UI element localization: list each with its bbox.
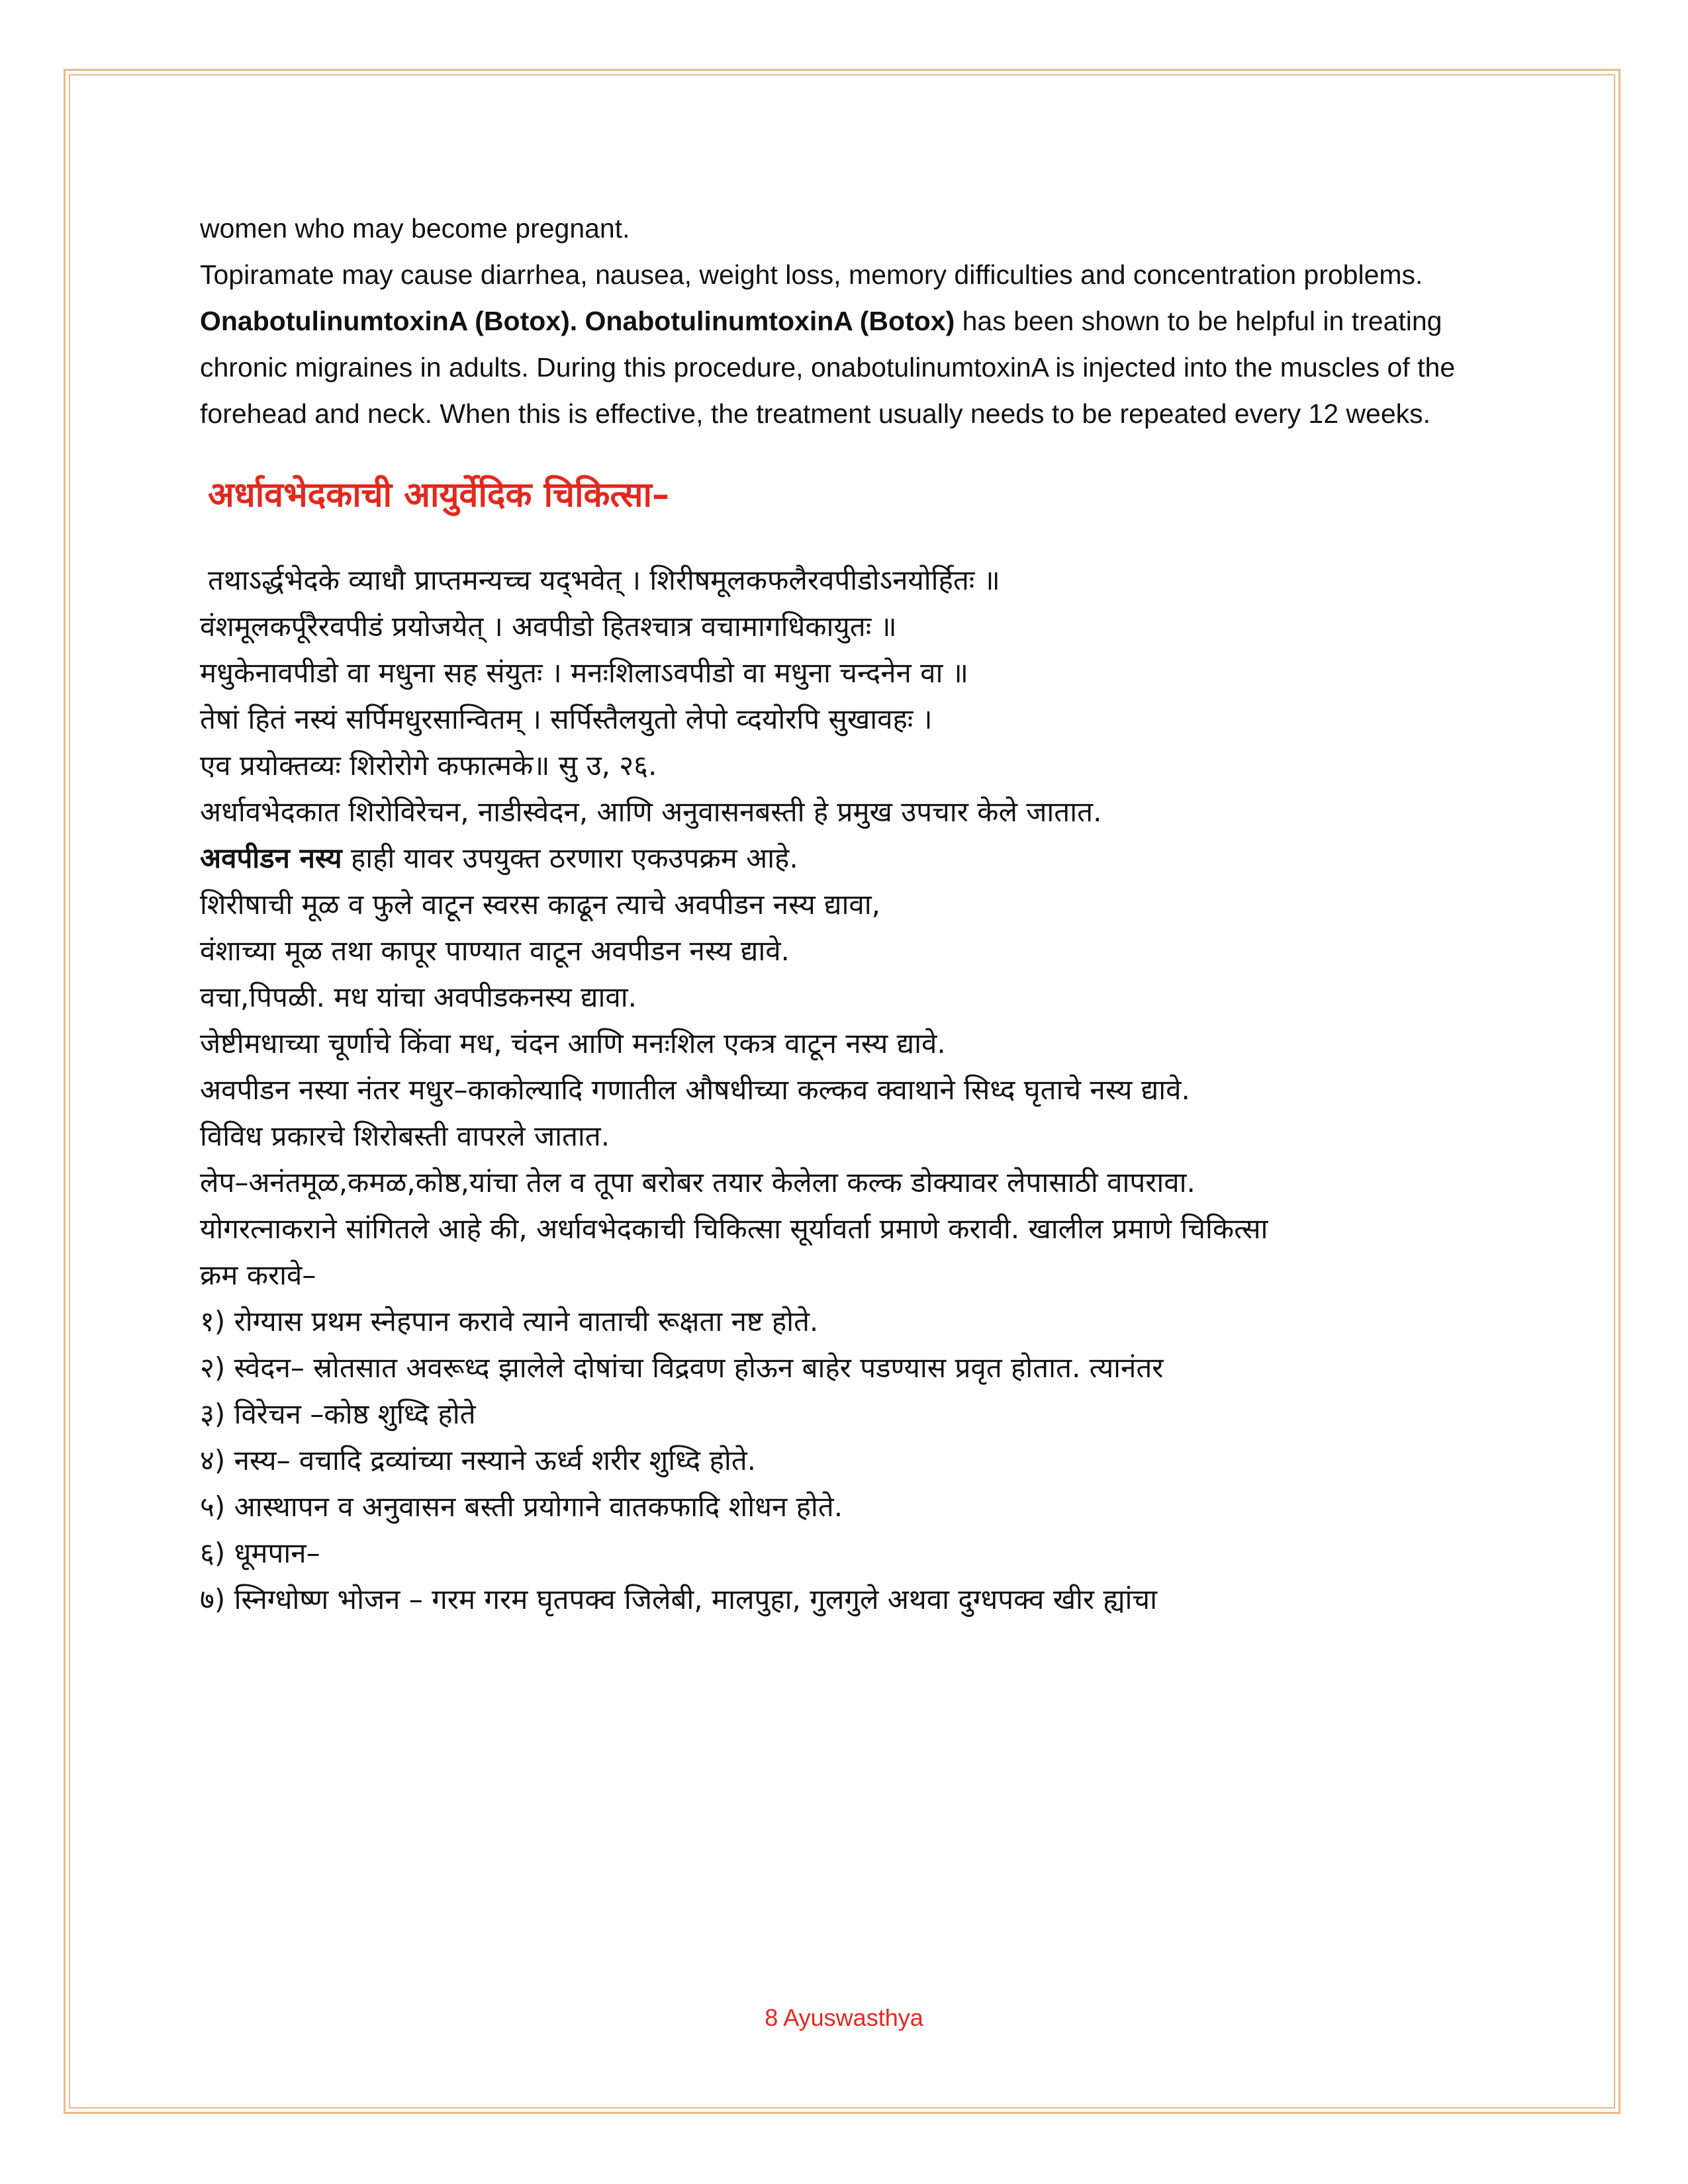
text-line-11: जेष्टीमधाच्या चूर्णाचे किंवा मध, चंदन आणि मनःशिल एकत्र वाटून नस्य द्यावे. <box>200 1027 946 1060</box>
english-botox-paragraph <box>200 298 1517 437</box>
verse-line-1: तथाऽर्द्धभेदके व्याधौ प्राप्तमन्यच्च यद्‌भवेत् । शिरीषमूलकफलैरवपीडोऽनयोर्हितः ॥ <box>208 564 1000 596</box>
page-footer: 8 Ayuswasthya <box>765 2004 923 2031</box>
avapidan-nasya-bold: अवपीडन नस्य <box>200 842 342 874</box>
page-content <box>200 205 1517 1623</box>
botox-text: has been shown to be helpful in treating chronic migraines in adults. During this procedure, onabotulinumtoxinA is injected into the muscles of the forehead and neck. When this is effective, the treatment usually needs to be repeated every 12 weeks. <box>200 306 1456 429</box>
verse-line-4: तेषां हितं नस्यं सर्पिमधुरसान्वितम् । सर्पिस्तैलयुतो लेपो व्दयोरपि सुखावहः । <box>200 703 933 735</box>
text-line-14: लेप–अनंतमूळ,कमळ,कोष्ठ,यांचा तेल व तूपा बरोबर तयार केलेला कल्क डोक्यावर लेपासाठी वापरावा. <box>200 1166 1196 1199</box>
verse-line-3: मधुकेनावपीडो वा मधुना सह संयुतः । मनःशिलाऽवपीडो वा मधुना चन्दनेन वा ॥ <box>200 657 968 689</box>
list-item-5: ५) आस्थापन व अनुवासन बस्ती प्रयोगाने वातकफादि शोधन होते. <box>200 1490 843 1523</box>
text-line-6: अर्धावभेदकात शिरोविरेचन, नाडीस्वेदन, आणि अनुवासनबस्ती हे प्रमुख उपचार केले जातात. <box>200 796 1102 828</box>
text-line-9: वंशाच्या मूळ तथा कापूर पाण्यात वाटून अवपीडन नस्य द्यावे. <box>200 934 790 967</box>
text-line-15: योगरत्नाकराने सांगितले आहे की, अर्धावभेदकाची चिकित्सा सूर्यावर्ता प्रमाणे करावी. खालील प्रमाणे चिकित्सा <box>200 1212 1268 1245</box>
english-line-2: Topiramate may cause diarrhea, nausea, weight loss, memory difficulties and concentration problems. <box>200 259 1423 290</box>
text-line-16: क्रम करावे– <box>200 1259 316 1291</box>
verse-line-5: एव प्रयोक्तव्यः शिरोरोगे कफात्मके॥ सु उ, २६. <box>200 749 657 782</box>
list-item-3: ३) विरेचन –कोष्ठ शुध्दि होते <box>200 1398 476 1430</box>
list-item-7: ७) स्निग्धोष्ण भोजन – गरम गरम घृतपक्व जिलेबी, मालपुहा, गुलगुले अथवा दुग्धपक्व खीर ह्यांचा <box>200 1583 1157 1615</box>
text-line-10: वचा,पिपळी. मध यांचा अवपीडकनस्य द्यावा. <box>200 981 637 1013</box>
botox-bold-text: OnabotulinumtoxinA (Botox). OnabotulinumtoxinA (Botox) <box>200 306 955 336</box>
section-heading: अर्धावभेदकाची आयुर्वेदिक चिकित्सा– <box>208 475 669 515</box>
verse-line-2: वंशमूलकर्पूरैरवपीडं प्रयोजयेत् । अवपीडो हितश्चात्र वचामागधिकायुतः ॥ <box>200 610 897 643</box>
text-line-13: विविध प्रकारचे शिरोबस्ती वापरले जातात. <box>200 1120 610 1152</box>
list-item-1: १) रोग्यास प्रथम स्नेहपान करावे त्याने वाताची रूक्षता नष्ट होते. <box>200 1305 819 1338</box>
list-item-4: ४) नस्य– वचादि द्रव्यांच्या नस्याने ऊर्ध्व शरीर शुध्दि होते. <box>200 1444 756 1477</box>
text-line-8: शिरीषाची मूळ व फुले वाटून स्वरस काढून त्याचे अवपीडन नस्य द्यावा, <box>200 888 880 921</box>
list-item-6: ६) धूमपान– <box>200 1537 320 1569</box>
text-line-12: अवपीडन नस्या नंतर मधुर–काकोल्यादि गणातील औषधीच्या कल्कव क्वाथाने सिध्द घृताचे नस्य द्यावे. <box>200 1073 1190 1106</box>
list-item-2: २) स्वेदन– स्रोतसात अवरूध्द झालेले दोषांचा विद्रवण होऊन बाहेर पडण्यास प्रवृत होतात. त्यानंतर <box>200 1351 1164 1384</box>
text-line-7 <box>200 835 1517 882</box>
english-line-1: women who may become pregnant. <box>200 213 630 244</box>
text-line-7-rest: हाही यावर उपयुक्त ठरणारा एकउपक्रम आहे. <box>342 842 798 874</box>
